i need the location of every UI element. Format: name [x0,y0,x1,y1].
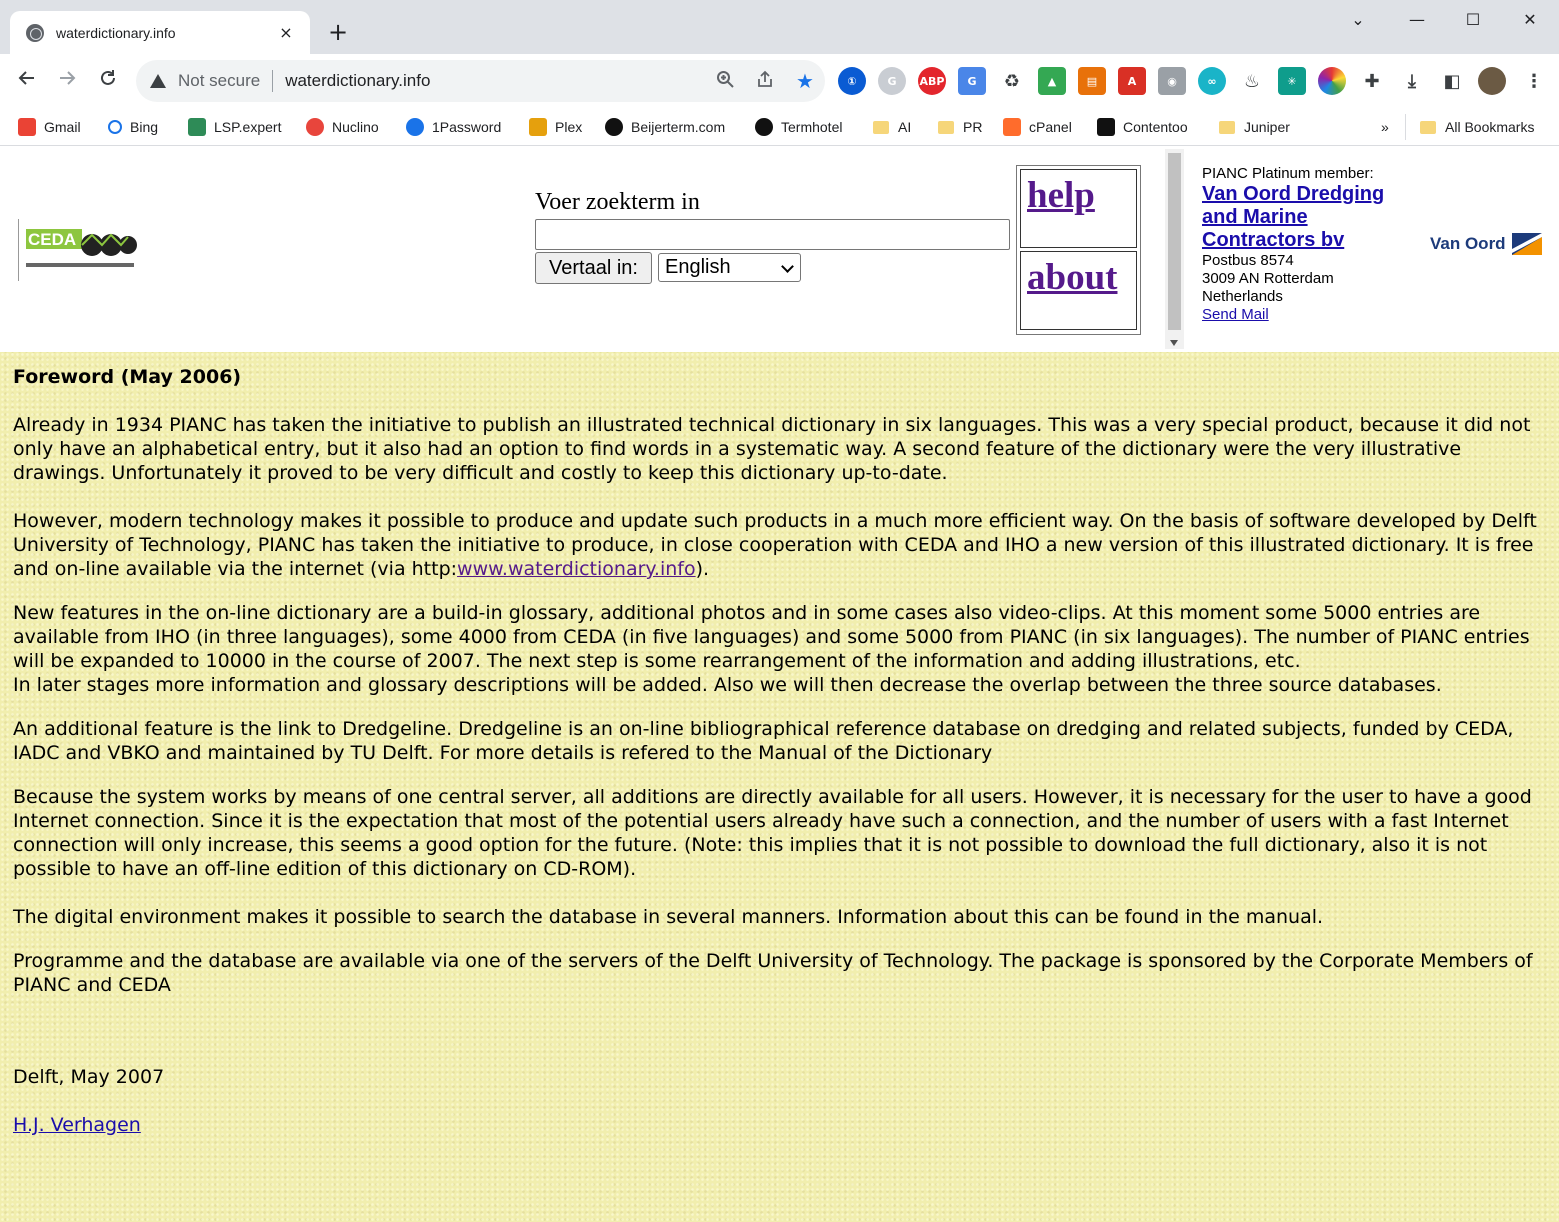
paragraph-dredgeline: An additional feature is the link to Dredgeline. Dredgeline is an on-line bibliographical reference database on dredging and related subjects, funded by CEDA, IADC and VBKO and maintained by TU Delft. For more details is refered to the Manual of the Dictionary [13,718,1514,764]
sponsor-block [1202,165,1422,324]
bookmark-label: Contentoo [1123,119,1188,135]
cpanel-icon [1003,118,1021,136]
profile-avatar[interactable] [1478,67,1506,95]
chevron-right-icon: » [1381,119,1389,135]
adblock-extension-icon[interactable]: ABP [918,67,946,95]
paragraph-search: The digital environment makes it possible to search the database in several manners. Information about this can be found in the manual. [13,906,1324,928]
more-menu-icon[interactable]: ⋮ [1525,70,1543,92]
tab-close-button[interactable]: × [279,23,293,42]
new-tab-button[interactable]: + [327,18,349,46]
sponsor-name-link[interactable]: Van Oord Dredging and Marine Contractors bv [1202,183,1385,251]
chevron-down-icon [781,260,794,273]
menu-cell-about [1020,251,1137,330]
extensions-area [838,67,1559,95]
globe-icon [26,24,44,42]
bookmark-label: Juniper [1244,119,1290,135]
tab-search-button[interactable]: ⌄ [1351,10,1365,29]
waterdictionary-link[interactable]: www.waterdictionary.info [457,558,696,580]
menu-table [1016,165,1141,335]
van-oord-flag-icon [1512,233,1542,255]
drive-extension-icon[interactable]: ▲ [1038,67,1066,95]
paragraph-text: However, modern technology makes it possible to produce and update such products in a much more efficient way. On the basis of software developed by Delft University of Technology, PIANC has taken the initiative to produce, in close cooperation with CEDA and IHO a new version of this illustrated dictionary. It is free and on-line available via the internet (via http: [13,510,1537,580]
pdf-extension-icon[interactable]: A [1118,67,1146,95]
bookmark-folder-ai[interactable] [873,114,911,140]
onepassword-icon [406,118,424,136]
header-frame [0,147,1559,352]
all-bookmarks-button[interactable] [1405,114,1534,140]
plex-icon [529,118,547,136]
gmail-icon [18,118,36,136]
bookmark-gmail[interactable] [18,114,81,140]
search-input[interactable] [535,219,1010,250]
nuclino-icon [306,118,324,136]
bookmark-1password[interactable] [406,114,501,140]
paragraph-server: Because the system works by means of one central server, all additions are directly available for all users. However, it is necessary for the user to have a good Internet connection. Since it is the expectation that most of the potential users already have such a connection, and the number of users with a fast Internet connection will only increase, this seems a good option for the future. (Note: this implies that it is not possible to download the full dictionary, also it is not possible to have an off-line edition of this dictionary on CD-ROM). [13,786,1532,880]
screenshot-extension-icon[interactable]: ◉ [1158,67,1186,95]
warning-icon [150,74,166,88]
ceda-logo [18,219,138,281]
clipboard-extension-icon[interactable]: ▤ [1078,67,1106,95]
bookmark-star-icon[interactable]: ★ [796,69,814,93]
contentoo-icon [1097,118,1115,136]
sponsor-intro: PIANC Platinum member: [1202,165,1374,182]
arrow-left-icon [17,68,37,88]
browser-tab[interactable] [10,11,310,54]
svg-text:CEDA: CEDA [28,230,77,249]
mb-icon [755,118,773,136]
paragraph-history: Already in 1934 PIANC has taken the initiative to publish an illustrated technical dictionary in six languages. This was a very special product, because it did not only have an alphabetical entry, but it also had an option to find words in a systematic way. A second feature of the dictionary were the very illustrative drawings. Unfortunately it proved to be very difficult and costly to keep this dictionary up-to-date. [13,414,1531,484]
download-icon[interactable]: ⤓ [1408,70,1416,92]
bookmark-folder-pr[interactable] [938,114,982,140]
author-link[interactable]: H.J. Verhagen [13,1114,141,1136]
bookmark-label: Termhotel [781,119,843,135]
back-button[interactable] [12,66,42,96]
sponsor-address-line1: Postbus 8574 [1202,252,1294,269]
bookmark-label: LSP.expert [214,119,282,135]
folder-icon [1420,121,1436,134]
sponsor-country: Netherlands [1202,288,1283,305]
translate-button[interactable]: Vertaal in: [535,252,652,284]
search-label: Voer zoekterm in [535,189,700,215]
bookmark-label: 1Password [432,119,502,135]
help-link[interactable]: help [1027,175,1095,216]
bookmark-termhotel[interactable] [755,114,842,140]
browser-toolbar [0,54,1559,108]
van-oord-logo [1430,233,1542,255]
tab-title: waterdictionary.info [56,24,176,41]
frame-scrollbar[interactable] [1165,149,1184,349]
bookmark-plex[interactable] [529,114,582,140]
bookmark-cpanel[interactable] [1003,114,1072,140]
bookmark-label: cPanel [1029,119,1072,135]
paragraph-text: New features in the on-line dictionary are a build-in glossary, additional photos and in some cases also video-clips. At this moment some 5000 entries are available from IHO (in three languages), some 4000 from CEDA (in five languages) and some 5000 from PIANC (in six languages). The number of PIANC entries will be expanded to 10000 in the course of 2007. The next step is some rearrangement of the information and adding illustrations, etc. [13,602,1530,672]
side-panel-icon[interactable]: ◧ [1443,70,1461,92]
sponsor-address-line2: 3009 AN Rotterdam [1202,270,1334,287]
place-date: Delft, May 2007 [13,1066,165,1088]
flame-extension-icon[interactable]: ♨ [1243,70,1261,92]
translate-extension-icon[interactable]: G [958,67,986,95]
menu-cell-help [1020,169,1137,248]
bookmark-label: AI [898,119,912,135]
paragraph-features [13,601,1546,697]
send-mail-link[interactable]: Send Mail [1202,306,1269,323]
bookmarks-bar [0,108,1559,146]
bookmark-beijerterm[interactable] [605,114,725,140]
maximize-button[interactable]: ☐ [1465,10,1481,29]
page-title: Foreword (May 2006) [13,366,242,388]
reload-icon [98,68,118,88]
omnibox-separator [272,70,273,92]
folder-icon [1219,121,1235,134]
paragraph-text: In later stages more information and glossary descriptions will be added. Also we will then decrease the overlap between the three source databases. [13,674,1442,696]
folder-icon [938,121,954,134]
bookmarks-overflow-button[interactable] [1381,114,1389,140]
mb-icon [605,118,623,136]
bookmark-label: Nuclino [332,119,379,135]
bookmark-bing[interactable] [108,114,158,140]
bookmark-label: Gmail [44,119,81,135]
bookmark-label: Plex [555,119,583,135]
lsp-icon [188,118,206,136]
language-selected-value: English [665,256,731,278]
paragraph-text: ). [695,558,710,580]
share-icon[interactable] [745,70,785,93]
scroll-down-arrow-icon[interactable] [1170,340,1178,346]
bookmark-label: All Bookmarks [1445,119,1535,135]
bookmark-label: PR [963,119,983,135]
tab-strip [0,0,1559,54]
grammar-extension-icon[interactable]: G [878,67,906,95]
zoom-icon[interactable] [705,70,745,93]
foreword-content [0,352,1559,1222]
bookmark-lsp-expert[interactable] [188,114,281,140]
arrow-right-icon [57,68,77,88]
language-select[interactable] [658,253,801,282]
bookmark-contentoo[interactable] [1097,114,1188,140]
bookmark-label: Bing [130,119,159,135]
about-link[interactable]: about [1027,257,1118,298]
bookmark-folder-juniper[interactable] [1219,114,1290,140]
grid-extension-icon[interactable]: ✳ [1278,67,1306,95]
scrollbar-thumb[interactable] [1168,153,1181,330]
paragraph-technology [13,509,1546,581]
reload-button[interactable] [93,66,123,96]
paragraph-sponsors: Programme and the database are available via one of the servers of the Delft University of Technology. The package is sponsored by the Corporate Members of PIANC and CEDA [13,950,1533,996]
recycle-extension-icon[interactable]: ♻ [1003,70,1021,92]
address-bar[interactable] [136,60,825,102]
close-window-button[interactable]: ✕ [1523,10,1537,29]
puzzle-icon[interactable]: ✚ [1364,70,1380,92]
onepassword-extension-icon[interactable]: ① [838,67,866,95]
minimize-button[interactable]: — [1409,10,1425,29]
folder-icon [873,121,889,134]
url-text[interactable]: waterdictionary.info [285,71,431,90]
link-extension-icon[interactable]: ∞ [1198,67,1226,95]
forward-button[interactable] [52,66,82,96]
color-picker-extension-icon[interactable] [1318,67,1346,95]
bookmark-nuclino[interactable] [306,114,379,140]
not-secure-label[interactable]: Not secure [178,71,261,90]
bookmark-label: Beijerterm.com [631,119,726,135]
search-icon [108,120,122,134]
van-oord-logo-text: Van Oord [1430,234,1506,253]
